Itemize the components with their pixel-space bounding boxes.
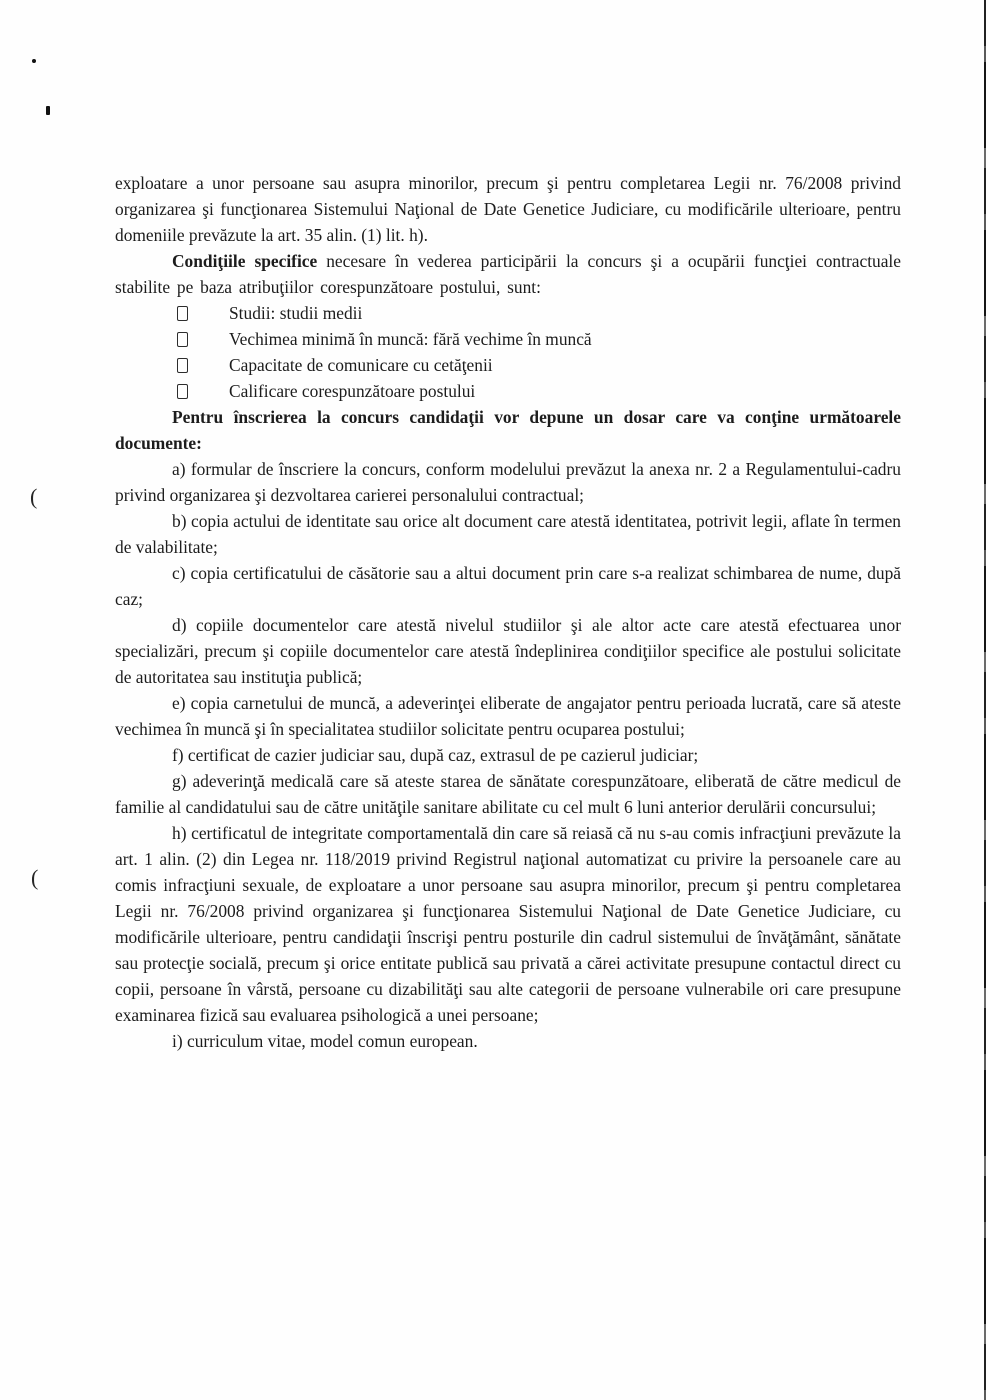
bullet-list-item <box>115 300 901 326</box>
bold-text-segment: Condiţiile specifice <box>172 251 327 271</box>
handwritten-paren-mark: ( <box>30 484 38 509</box>
bullet-list-item <box>115 326 901 352</box>
text-segment: exploatare a unor persoane sau asupra minorilor, precum şi pentru completarea Legii nr. 76/2008 privind organizarea şi funcţionarea Sistemului Naţional de Date Genetice Judiciare, cu modificările ulterioare, pentru domeniile prevăzute la art. 35 alin. (1) lit. h). <box>115 173 901 245</box>
text-segment: d) copiile documentelor care atestă nivelul studiilor şi ale altor acte care atestă efectuarea unor specializări, precum şi copiile documentelor care atestă îndeplinirea condiţiilor specifice ale postului solicitate de autoritatea sau instituţia publică; <box>115 615 901 687</box>
intro-continuation-paragraph <box>115 170 901 248</box>
dossier-heading-paragraph <box>115 404 901 456</box>
checkbox-bullet-icon <box>177 358 188 373</box>
scan-speck-icon <box>46 106 50 115</box>
dossier-item-e <box>115 690 901 742</box>
dossier-item-c <box>115 560 901 612</box>
text-segment: f) certificat de cazier judiciar sau, după caz, extrasul de pe cazierul judiciar; <box>172 745 699 765</box>
dossier-item-g <box>115 768 901 820</box>
bullet-item-label: Capacitate de comunicare cu cetăţenii <box>229 355 493 375</box>
text-segment: e) copia carnetului de muncă, a adeverinţei eliberate de angajator pentru perioada lucrată, care să ateste vechimea în muncă şi în specialitatea studiilor solicitate pentru ocuparea postului; <box>115 693 901 739</box>
scan-edge-artifact <box>984 0 986 1400</box>
document-body <box>115 170 901 1054</box>
dossier-item-a <box>115 456 901 508</box>
bullet-item-label: Calificare corespunzătoare postului <box>229 381 476 401</box>
dossier-item-f <box>115 742 901 768</box>
text-segment: c) copia certificatului de căsătorie sau a altui document prin care s-a realizat schimbarea de nume, după caz; <box>115 563 901 609</box>
dossier-item-i <box>115 1028 901 1054</box>
checkbox-bullet-icon <box>177 306 188 321</box>
bullet-item-label: Studii: studii medii <box>229 303 363 323</box>
bold-text-segment: Pentru înscrierea la concurs candidaţii vor depune un dosar care va conţine următoarele documente: <box>115 407 901 453</box>
bullet-item-label: Vechimea minimă în muncă: fără vechime în muncă <box>229 329 592 349</box>
text-segment: i) curriculum vitae, model comun european. <box>172 1031 478 1051</box>
specific-conditions-paragraph <box>115 248 901 300</box>
checkbox-bullet-icon <box>177 332 188 347</box>
text-segment: necesare în vederea participării la concurs şi a ocupării funcţiei contractuale stabilite pe baza atribuţiilor corespunzătoare postului, sunt: <box>115 251 901 297</box>
text-segment: b) copia actului de identitate sau orice alt document care atestă identitatea, potrivit legii, aflate în termen de valabilitate; <box>115 511 901 557</box>
bullet-list-item <box>115 378 901 404</box>
text-segment: a) formular de înscriere la concurs, conform modelului prevăzut la anexa nr. 2 a Regulamentului-cadru privind organizarea şi dezvoltarea carierei personalului contractual; <box>115 459 901 505</box>
dossier-item-b <box>115 508 901 560</box>
scan-speck-icon <box>32 59 36 63</box>
bullet-list-item <box>115 352 901 378</box>
dossier-item-h <box>115 820 901 1028</box>
dossier-item-d <box>115 612 901 690</box>
text-segment: h) certificatul de integritate comportamentală din care să reiasă că nu s-au comis infracţiuni prevăzute la art. 1 alin. (2) din Legea nr. 118/2019 privind Registrul naţional automatizat cu privire la persoanele care au comis infracţiuni sexuale, de exploatare a unor persoane sau asupra minorilor, precum şi pentru completarea Legii nr. 76/2008 privind organizarea şi funcţionarea Sistemului Naţional de Date Genetice Judiciare, cu modificările ulterioare, pentru candidaţii înscrişi pentru posturile din cadrul sistemului de învăţământ, sănătate sau protecţie socială, precum şi orice entitate publică sau privată a cărei activitate presupune contactul direct cu copii, persoane în vârstă, persoane cu dizabilităţi sau alte categorii de persoane vulnerabile ori care presupune examinarea fizică sau evaluarea psihologică a unei persoane; <box>115 823 901 1025</box>
handwritten-paren-mark: ( <box>31 865 39 890</box>
text-segment: g) adeverinţă medicală care să ateste starea de sănătate corespunzătoare, eliberată de către medicul de familie al candidatului sau de către unităţile sanitare abilitate cu cel mult 6 luni anterior derulării concursului; <box>115 771 901 817</box>
checkbox-bullet-icon <box>177 384 188 399</box>
